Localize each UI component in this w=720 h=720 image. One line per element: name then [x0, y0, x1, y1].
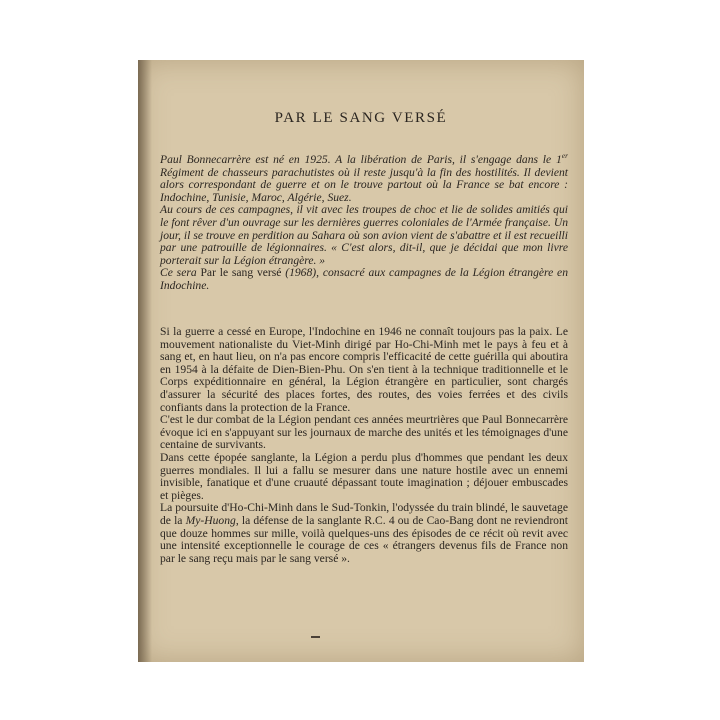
page-title: PAR LE SANG VERSÉ [274, 110, 448, 126]
summary-paragraph-4 [160, 502, 568, 565]
intro-p1-text-b: Régiment de chasseurs parachutistes où il reste jusqu'à la fin des hostilités. Il devient alors correspondant de guerre et on le trouve partout où la France se bat encore : Indochine, Tunisie, Maroc, Algérie, Suez. [160, 165, 568, 204]
closing-dash-divider [311, 636, 320, 638]
summary-paragraph-3: Dans cette épopée sanglante, la Légion a perdu plus d'hommes que pendant les deux guerres mondiales. Il lui a fallu se mesurer dans une nature hostile avec un ennemi invisible, fanatique et d'une cruauté dépassant toute imagination ; déjouer embuscades et pièges. [160, 450, 568, 502]
summary-p4-text-b: , la défense de la sanglante R.C. 4 ou de Cao-Bang dont ne reviendront que douze hommes sur mille, voilà quelques-uns des épisodes de ce récit où revit avec une intensité exceptionnelle le courage de ces « étrangers devenus fils de France non par le sang reçu mais par le sang versé ». [160, 513, 568, 565]
page-binding-shadow [138, 60, 152, 662]
summary-paragraph-1: Si la guerre a cessé en Europe, l'Indochine en 1946 ne connaît toujours pas la paix. Le mouvement nationaliste du Viet-Minh dirigé par Ho-Chi-Minh met le pays à feu et à sang et, en haut lieu, on n'a pas encore compris l'efficacité de cette guérilla qui aboutira en 1954 à la défaite de Dien-Bien-Phu. On s'en tient à la technique traditionnelle et le Corps expéditionnaire en général, la Légion étrangère en particulier, sont chargés d'assurer la sécurité des places fortes, des routes, des voies ferrées et des civils confiants dans la protection de la France. [160, 325, 568, 414]
ship-name: My-Huong [185, 513, 236, 527]
summary-paragraph-2: C'est le dur combat de la Légion pendant ces années meurtrières que Paul Bonnecarrère évoque ici en s'appuyant sur les journaux de marche des unités et les témoignages d'une centaine de survivants. [160, 413, 568, 452]
author-introduction [160, 151, 568, 293]
summary-p4-text-a: La poursuite d'Ho-Chi-Minh dans le Sud-Tonkin, l'odyssée du train blindé, le sauvetage de la [160, 501, 568, 527]
intro-paragraph-2: Au cours de ces campagnes, il vit avec les troupes de choc et lie de solides amitiés qui le font rêver d'un ouvrage sur les dernières guerres coloniales de l'Armée française. Un jour, il se trouve en perdition au Sahara où son avion vient de s'abattre et il est recueilli par une patrouille de légionnaires. « C'est alors, dit-il, que je décidai que mon livre porterait sur la Légion étrangère. » [160, 203, 568, 267]
intro-p3-text-b: (1968), consacré aux campagnes de la Légion étrangère en Indochine. [160, 266, 568, 292]
ordinal-superscript: er [561, 151, 568, 161]
intro-p3-text-a: Ce sera [160, 266, 201, 280]
intro-paragraph-3 [160, 267, 568, 292]
book-page [138, 60, 584, 662]
book-title-reference: Par le sang versé [200, 266, 282, 280]
intro-paragraph-1 [160, 151, 568, 204]
intro-p1-text-a: Paul Bonnecarrère est né en 1925. A la libération de Paris, il s'engage dans le 1 [160, 153, 562, 166]
book-summary [160, 326, 568, 565]
